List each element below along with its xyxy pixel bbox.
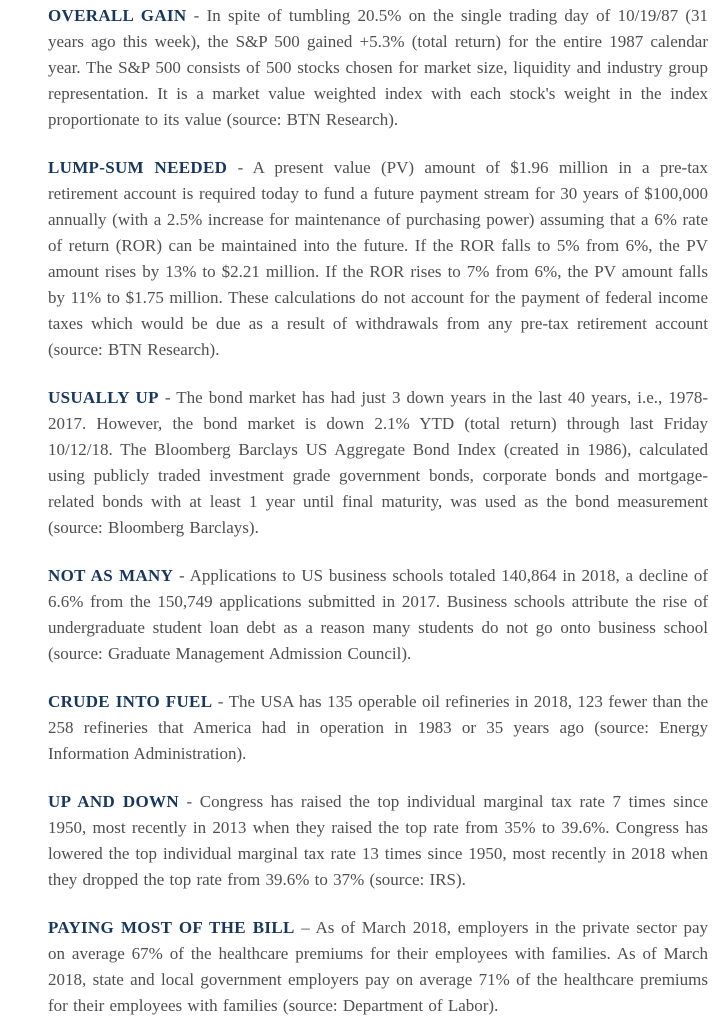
bulletin-paragraph-crude-into-fuel: [48, 689, 708, 767]
bulletin-paragraph-overall-gain: [48, 3, 708, 133]
bulletin-heading: UP AND DOWN: [48, 792, 179, 811]
bulletin-separator: -: [212, 692, 229, 711]
bulletin-heading: LUMP-SUM NEEDED: [48, 158, 228, 177]
bulletin-body: Congress has raised the top individual marginal tax rate 7 times since 1950, most recently in 2013 when they raised the top rate from 35% to 39.6%. Congress has lowered the top individual marginal tax rate 13 times since 1950, most recently in 2018 when they dropped the top rate from 39.6% to 37% (source: IRS).: [48, 792, 708, 889]
bulletin-body: The USA has 135 operable oil refineries in 2018, 123 fewer than the 258 refineries that America had in operation in 1983 or 35 years ago (source: Energy Information Administration).: [48, 692, 709, 763]
bulletin-heading: USUALLY UP: [48, 388, 159, 407]
bulletin-paragraph-lump-sum-needed: [48, 155, 708, 363]
bulletin-separator: -: [227, 158, 253, 177]
bulletin-separator: -: [186, 6, 207, 25]
bulletin-body: Applications to US business schools totaled 140,864 in 2018, a decline of 6.6% from the 150,749 applications submitted in 2017. Business schools attribute the rise of undergraduate student loan debt as a reason many students do not go onto business school (source: Graduate Management Admission Council).: [48, 566, 708, 663]
bulletin-body: In spite of tumbling 20.5% on the single trading day of 10/19/87 (31 years ago this week), the S&P 500 gained +5.3% (total return) for the entire 1987 calendar year. The S&P 500 consists of 500 stocks chosen for market size, liquidity and industry group representation. It is a market value weighted index with each stock's weight in the index proportionate to its value (source: BTN Research).: [48, 6, 709, 129]
bulletin-paragraph-not-as-many: [48, 563, 708, 667]
bulletin-body: As of March 2018, employers in the private sector pay on average 67% of the healthcare premiums for their employees with families. As of March 2018, state and local government employers pay on average 71% of the healthcare premiums for their employees with families (source: Department of Labor).: [48, 918, 709, 1015]
bulletin-paragraph-paying-most-of-the-bill: [48, 915, 708, 1019]
bulletin-heading: CRUDE INTO FUEL: [48, 692, 213, 711]
bulletin-body: The bond market has had just 3 down years in the last 40 years, i.e., 1978-2017. However, the bond market is down 2.1% YTD (total return) through last Friday 10/12/18. The Bloomberg Barclays US Aggregate Bond Index (created in 1986), calculated using publicly traded investment grade government bonds, corporate bonds and mortgage-related bonds with at least 1 year until final maturity, was used as the bond measurement (source: Bloomberg Barclays).: [48, 388, 708, 537]
bulletin-paragraph-up-and-down: [48, 789, 708, 893]
bulletin-separator: –: [294, 918, 316, 937]
bulletin-heading: PAYING MOST OF THE BILL: [48, 918, 295, 937]
bulletin-heading: NOT AS MANY: [48, 566, 174, 585]
bulletin-separator: -: [173, 566, 190, 585]
bulletin-separator: -: [158, 388, 177, 407]
bulletin-body: A present value (PV) amount of $1.96 million in a pre-tax retirement account is required today to fund a future payment stream for 30 years of $100,000 annually (with a 2.5% increase for maintenance of purchasing power) assuming that a 6% rate of return (ROR) can be maintained into the future. If the ROR falls to 5% from 6%, the PV amount rises by 13% to $2.21 million. If the ROR rises to 7% from 6%, the PV amount falls by 11% to $1.75 million. These calculations do not account for the payment of federal income taxes which would be due as a result of withdrawals from any pre-tax retirement account (source: BTN Research).: [48, 158, 708, 359]
bulletin-paragraph-usually-up: [48, 385, 708, 541]
bulletin-heading: OVERALL GAIN: [48, 6, 187, 25]
bulletin-separator: -: [178, 792, 200, 811]
